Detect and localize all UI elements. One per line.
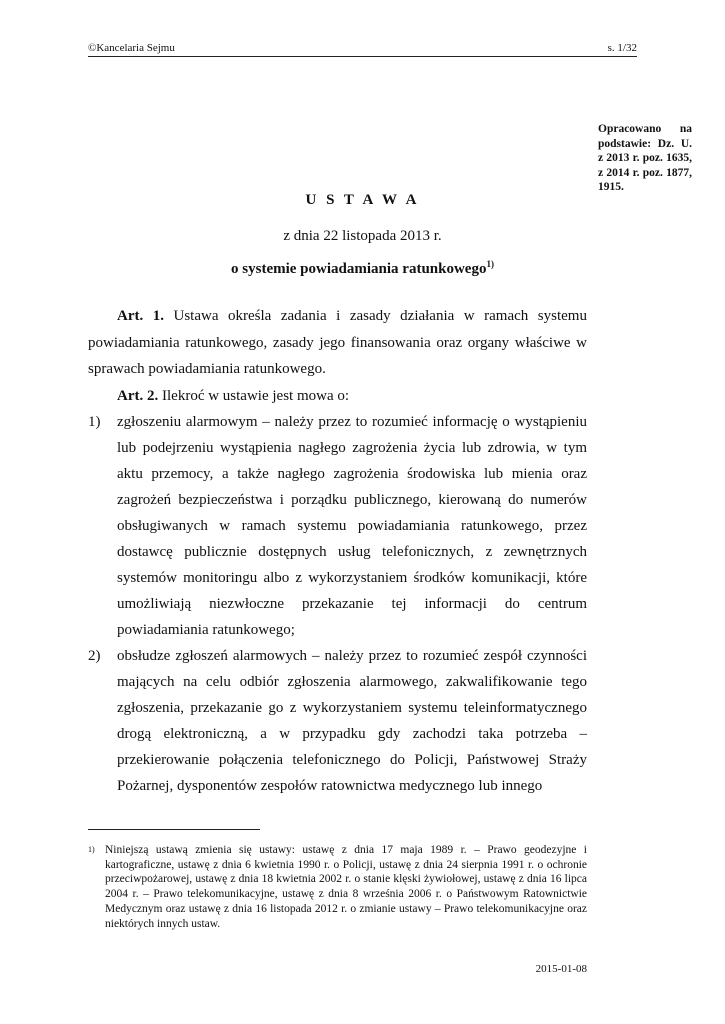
footnote-mark: 1) [88,845,95,854]
article-1-text: Ustawa określa zadania i zasady działania w ramach systemu powiadamiania ratunkowego, zasady jego finansowania oraz organy właściwe w sprawach powiadamiania ratunkowego. [88,308,587,377]
header-divider [88,56,637,57]
act-heading: U S T A W A [305,192,420,208]
list-item-text: zgłoszeniu alarmowym – należy przez to rozumieć informację o wystąpieniu lub podejrzeniu wystąpienia nagłego zagrożenia życia lub zdrowia, w tym aktu przemocy, a także nagłego zagrożenia środowiska lub mienia oraz zagrożeń bezpieczeństwa i porządku publicznego, kierowaną do numerów obsługiwanych w ramach systemu powiadamiania ratunkowego, przez dostawcę publicznie dostępnych usług telefonicznych, z zewnętrznych systemów monitoringu albo z wykorzystaniem środków komunikacji, które umożliwiają niezwłoczne przekazanie tej informacji do centrum powiadamiania ratunkowego; [117,414,587,638]
footnote [88,843,587,931]
header-publisher: ©Kancelaria Sejmu [88,42,175,54]
source-note: Opracowano na podstawie: Dz. U. z 2013 r. poz. 1635, z 2014 r. poz. 1877, 1915. [598,123,692,193]
footnote-reference: 1) [486,259,494,269]
list-item-number: 1) [88,414,101,430]
article-2-label: Art. 2. [117,388,159,404]
act-subject-text: o systemie powiadamiania ratunkowego [231,261,487,277]
header-page-number: s. 1/32 [607,42,637,54]
list-item-text: obsłudze zgłoszeń alarmowych – należy przez to rozumieć zespół czynności mających na celu odbiór zgłoszenia alarmowego, zakwalifikowanie tego zgłoszenia, przekazanie go z wykorzystaniem systemu teleinformatycznego drogą elektroniczną, a w przypadku gdy zachodzi taka potrzeba – przekierowanie połączenia telefonicznego do Policji, Państwowej Straży Pożarnej, dysponentów zespołów ratownictwa medycznego lub innego [117,648,587,794]
list-item-number: 2) [88,648,101,664]
article-2 [88,383,587,410]
list-item [88,409,587,643]
footer-date: 2015-01-08 [535,963,587,975]
list-item [88,643,587,799]
act-subject [0,259,725,278]
footnote-divider [88,829,260,830]
article-2-intro: Ilekroć w ustawie jest mowa o: [158,388,350,404]
article-1 [88,303,587,383]
act-date: z dnia 22 listopada 2013 r. [283,228,442,244]
footnote-text: Niniejszą ustawą zmienia się ustawy: ustawę z dnia 17 maja 1989 r. – Prawo geodezyjne i kartograficzne, ustawę z dnia 6 kwietnia 1990 r. o Policji, ustawę z dnia 24 sierpnia 1991 r. o ochronie przeciwpożarowej, ustawę z dnia 18 kwietnia 2002 r. o stanie klęski żywiołowej, ustawę z dnia 16 lipca 2004 r. – Prawo telekomunikacyjne, ustawę z dnia 8 września 2006 r. o Państwowym Ratownictwie Medycznym oraz ustawę z dnia 16 listopada 2012 r. o zmianie ustawy – Prawo telekomunikacyjne oraz niektórych innych ustaw. [105,844,587,930]
article-2-list [88,409,587,799]
article-1-label: Art. 1. [117,308,164,324]
